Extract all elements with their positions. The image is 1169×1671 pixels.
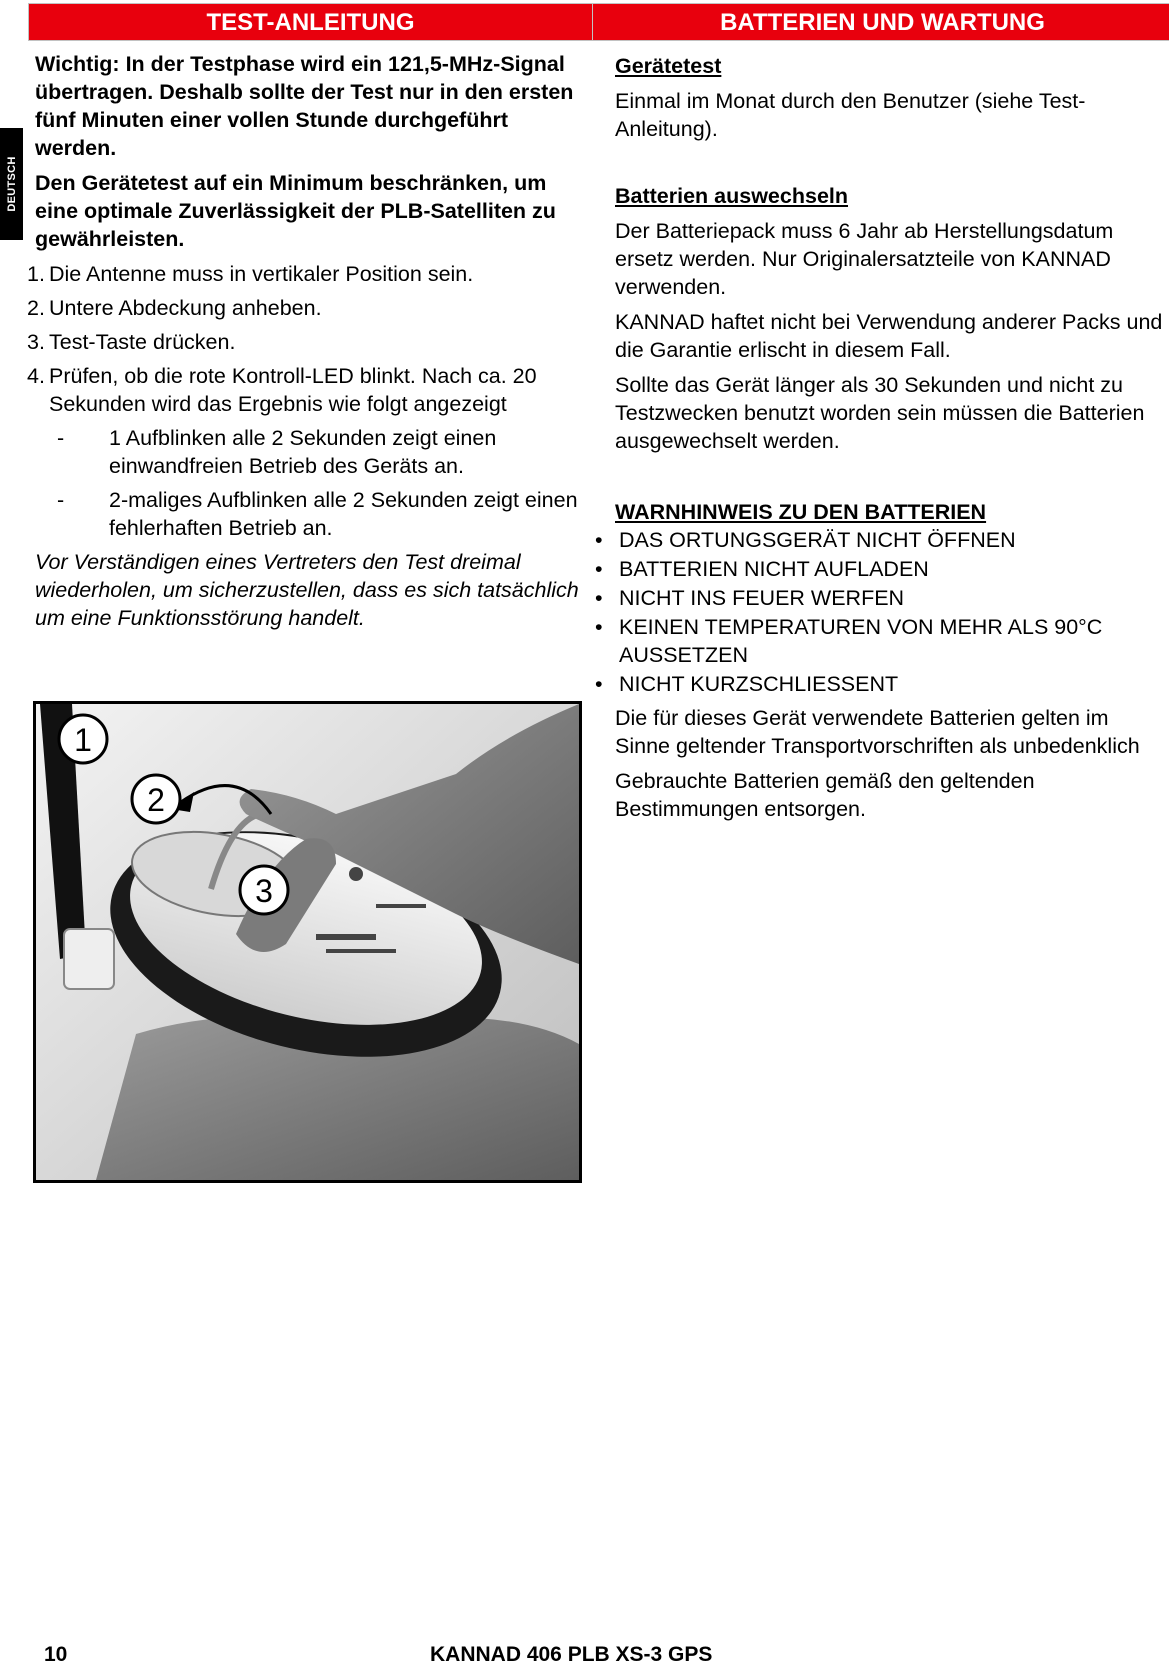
test-instructions-header: TEST-ANLEITUNG [28, 3, 593, 41]
language-tab [0, 128, 23, 240]
step-item [27, 294, 592, 322]
transport-safety-text: Die für dieses Gerät verwendete Batterien gelten im Sinne geltender Transportvorschriften als unbedenklich [615, 706, 1140, 758]
result-text: 2-maliges Aufblinken alle 2 Sekunden zeigt einen fehlerhaften Betrieb an. [109, 488, 578, 540]
test-procedure-photo [33, 701, 582, 1183]
spacer [615, 462, 1165, 498]
warning-text: BATTERIEN NICHT AUFLADEN [619, 557, 929, 581]
warning-text: NICHT INS FEUER WERFEN [619, 586, 905, 610]
repeat-test-note: Vor Verständigen eines Vertreters den Test dreimal wiederholen, um sicherzustellen, dass es sich tatsächlich um eine Funktionsstörung handelt. [35, 550, 579, 630]
bullet-marker: • [595, 672, 603, 696]
bullet-marker: • [595, 557, 603, 581]
dash-marker: - [57, 426, 65, 450]
warning-bullet [595, 584, 1165, 612]
step-number: 3. [27, 330, 45, 354]
battery-warning-title: WARNHINWEIS ZU DEN BATTERIEN [615, 500, 987, 524]
step-number: 4. [27, 364, 45, 388]
warranty-text: KANNAD haftet nicht bei Verwendung anderer Packs und die Garantie erlischt in diesem Fall. [615, 310, 1163, 362]
page-number: 10 [44, 1643, 68, 1666]
batteries-maintenance-header: BATTERIEN UND WARTUNG [592, 3, 1169, 41]
warning-bullet [595, 526, 1165, 554]
bullet-marker: • [595, 586, 603, 610]
step-number: 1. [27, 262, 45, 286]
step-number: 2. [27, 296, 45, 320]
step-item [27, 260, 592, 288]
dash-marker: - [57, 488, 65, 512]
step-text: Prüfen, ob die rote Kontroll-LED blinkt. Nach ca. 20 Sekunden wird das Ergebnis wie folgt angezeigt [49, 364, 537, 416]
result-item [57, 424, 592, 480]
callout-1 [59, 715, 107, 763]
right-column [595, 52, 1165, 830]
callout-3 [240, 866, 288, 914]
warning-bullet [595, 555, 1165, 583]
language-tab-label: DEUTSCH [5, 156, 18, 212]
callout-2 [132, 775, 180, 823]
document-title: KANNAD 406 PLB XS-3 GPS [430, 1643, 713, 1666]
bullet-marker: • [595, 528, 603, 552]
photo-illustration [36, 704, 579, 1180]
device-test-text: Einmal im Monat durch den Benutzer (siehe Test-Anleitung). [615, 89, 1086, 141]
warning-text: NICHT KURZSCHLIESSENT [619, 672, 899, 696]
warning-text: DAS ORTUNGSGERÄT NICHT ÖFFNEN [619, 528, 1016, 552]
battery-pack-text: Der Batteriepack muss 6 Jahr ab Herstellungsdatum ersetz werden. Nur Originalersatzteile von KANNAD verwenden. [615, 219, 1114, 299]
step-text: Die Antenne muss in vertikaler Position sein. [49, 262, 474, 286]
result-text: 1 Aufblinken alle 2 Sekunden zeigt einen einwandfreien Betrieb des Geräts an. [109, 426, 497, 478]
warning-text: KEINEN TEMPERATUREN VON MEHR ALS 90°C AUSSETZEN [619, 615, 1103, 667]
callout-3-text: 3 [255, 873, 273, 909]
important-note: Wichtig: In der Testphase wird ein 121,5-MHz-Signal übertragen. Deshalb sollte der Test nur in den ersten fünf Minuten einer vollen Stunde durchgeführt werden. [35, 52, 574, 160]
minimize-test-note: Den Gerätetest auf ein Minimum beschränken, um eine optimale Zuverlässigkeit der PLB-Satelliten zu gewährleisten. [35, 171, 556, 251]
callout-2-text: 2 [147, 782, 165, 818]
bullet-marker: • [595, 615, 603, 639]
result-item [57, 486, 592, 542]
left-column [27, 50, 592, 639]
replace-batteries-title: Batterien auswechseln [615, 184, 849, 208]
step-text: Untere Abdeckung anheben. [49, 296, 322, 320]
step-text: Test-Taste drücken. [49, 330, 236, 354]
disposal-text: Gebrauchte Batterien gemäß den geltenden Bestimmungen entsorgen. [615, 769, 1035, 821]
device-test-title: Gerätetest [615, 54, 722, 78]
step-item [27, 362, 592, 418]
warning-bullet [595, 670, 1165, 698]
step-item [27, 328, 592, 356]
battery-use-text: Sollte das Gerät länger als 30 Sekunden und nicht zu Testzwecken benutzt worden sein müssen die Batterien ausgewechselt werden. [615, 373, 1145, 453]
callout-1-text: 1 [74, 722, 92, 758]
warning-bullet [595, 613, 1165, 669]
spacer [615, 150, 1165, 182]
